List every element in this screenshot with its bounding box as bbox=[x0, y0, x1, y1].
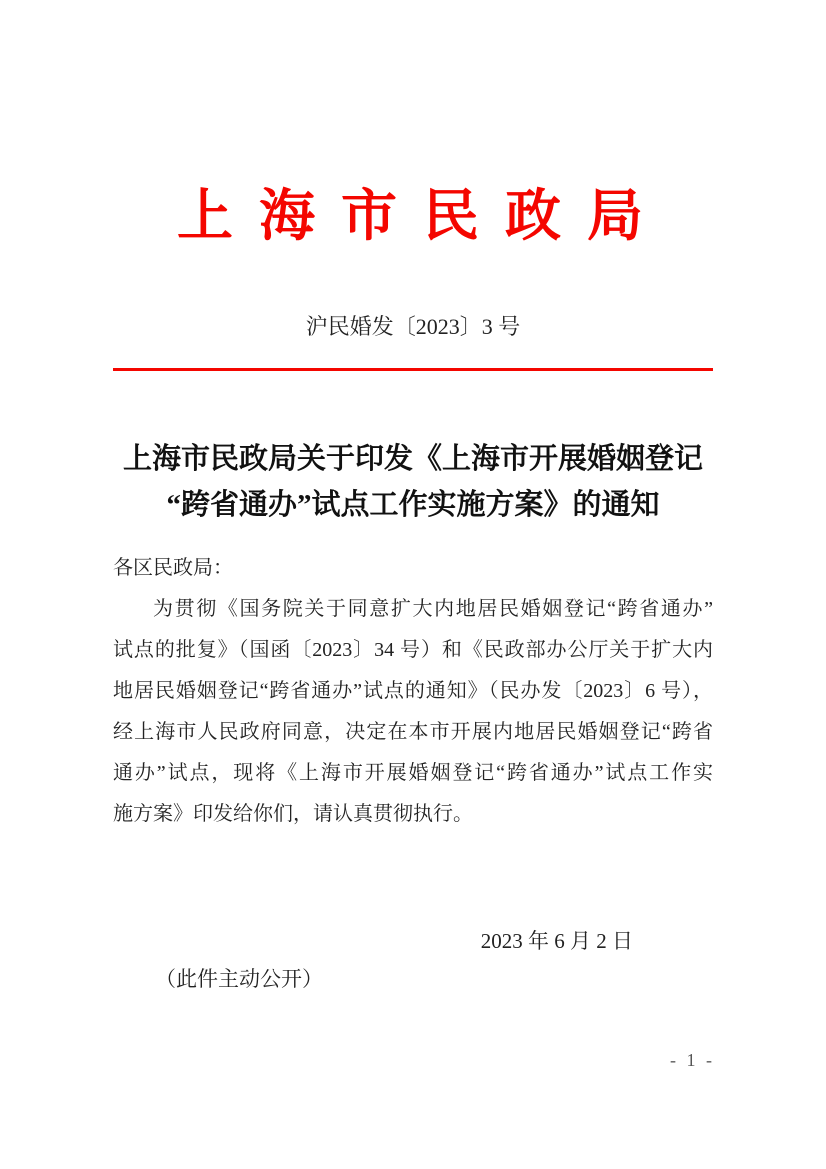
document-title-line1: 上海市民政局关于印发《上海市开展婚姻登记 bbox=[122, 443, 703, 475]
document-body bbox=[113, 548, 713, 835]
agency-header-title: 上 海 市 民 政 局 bbox=[177, 186, 649, 248]
paragraph-line: 试点的批复》（国函〔2023〕34 号）和《民政部办公厅关于扩大内 bbox=[113, 639, 713, 661]
paragraph-line: 通办”试点，现将《上海市开展婚姻登记“跨省通办”试点工作实 bbox=[113, 762, 713, 784]
paragraph-line: 施方案》印发给你们，请认真贯彻执行。 bbox=[113, 803, 473, 825]
red-divider-line bbox=[113, 368, 713, 371]
document-number: 沪民婚发〔2023〕3 号 bbox=[305, 314, 521, 339]
paragraph-line: 地居民婚姻登记“跨省通办”试点的通知》（民办发〔2023〕6 号）， bbox=[113, 680, 713, 702]
document-title-line2: “跨省通办”试点工作实施方案》的通知 bbox=[166, 489, 660, 521]
document-title bbox=[63, 436, 763, 528]
paragraph-line: 为贯彻《国务院关于同意扩大内地居民婚姻登记“跨省通办” bbox=[153, 598, 713, 620]
salutation: 各区民政局： bbox=[113, 557, 233, 579]
paragraph-line: 经上海市人民政府同意，决定在本市开展内地居民婚姻登记“跨省 bbox=[113, 721, 713, 743]
issue-date: 2023 年 6 月 2 日 bbox=[480, 929, 633, 953]
page-number: - 1 - bbox=[670, 1050, 715, 1070]
disclosure-note: （此件主动公开） bbox=[155, 967, 323, 991]
